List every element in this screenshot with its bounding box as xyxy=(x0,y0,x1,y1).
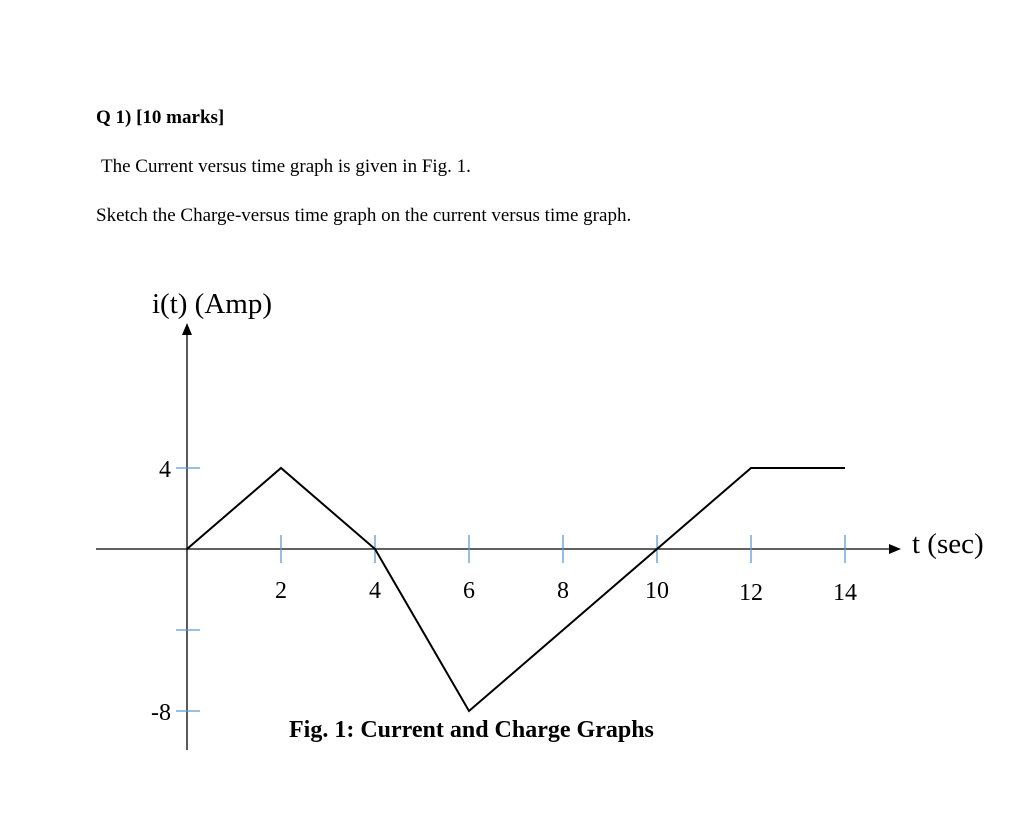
question-text-line-2: Sketch the Charge-versus time graph on the current versus time graph. xyxy=(96,205,632,226)
x-tick-label: 6 xyxy=(463,578,475,604)
x-tick-label: 12 xyxy=(739,580,763,606)
x-tick-label: 2 xyxy=(275,578,287,604)
question-heading: Q 1) [10 marks] xyxy=(96,107,225,128)
y-axis-title: i(t) (Amp) xyxy=(152,288,272,320)
ticks-group xyxy=(151,457,857,726)
x-axis-arrowhead xyxy=(889,544,901,554)
question-text-line-1: The Current versus time graph is given in Fig. 1. xyxy=(101,156,471,177)
y-tick-label: -8 xyxy=(151,700,171,726)
x-tick-label: 14 xyxy=(833,580,857,606)
figure-caption: Fig. 1: Current and Charge Graphs xyxy=(289,717,654,743)
x-axis-title: t (sec) xyxy=(912,528,984,560)
x-tick-label: 8 xyxy=(557,578,569,604)
y-tick-label: 4 xyxy=(159,457,171,483)
y-axis-arrowhead xyxy=(182,323,192,335)
x-tick-label: 10 xyxy=(645,578,669,604)
x-tick-label: 4 xyxy=(369,578,381,604)
